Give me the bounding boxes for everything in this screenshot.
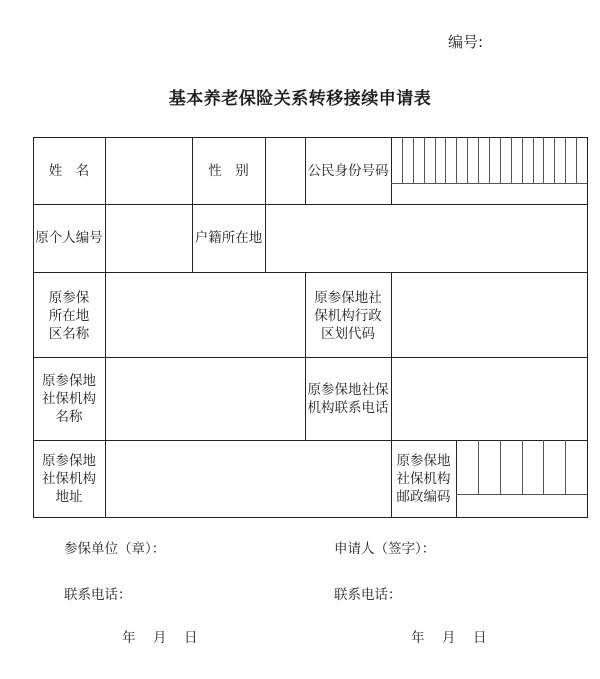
original-agency-phone-label: 原参保地社保 机构联系电话 [307,382,389,416]
digit-box-divider [543,440,544,494]
digit-box-divider [533,137,534,183]
date-right-label: 年 月 日 [411,630,489,646]
insured-unit-seal-label: 参保单位（章）： [64,541,166,557]
digit-box-divider [543,137,544,183]
digit-box-divider [522,440,523,494]
digit-box-divider [424,137,425,183]
original-agency-name-label: 原参保地 社保机构 名称 [42,373,96,425]
original-agency-postcode-label: 原参保地 社保机构 邮政编码 [396,453,451,505]
serial-number-label: 编号: [448,33,484,51]
gender-label: 性 别 [208,163,249,179]
date-left-label: 年 月 日 [122,630,200,646]
contact-phone-right-label: 联系电话： [334,587,402,603]
digit-box-divider [413,137,414,183]
form-title: 基本养老保险关系转移接续申请表 [168,89,432,109]
name-label: 姓 名 [48,163,90,179]
original-agency-address-label: 原参保地 社保机构 地址 [42,453,96,505]
original-personal-number-label: 原个人编号 [35,230,103,246]
digit-box-divider [500,137,501,183]
applicant-signature-label: 申请人（签字）： [334,541,436,557]
digit-box-divider [576,137,577,183]
digit-box-divider [500,440,501,494]
digit-box-divider [445,137,446,183]
digit-box-divider [522,137,523,183]
contact-phone-left-label: 联系电话： [64,587,132,603]
id-number-label: 公民身份号码 [307,163,389,179]
digit-box-divider [402,137,403,183]
digit-box-divider [565,137,566,183]
original-insured-area-label: 原参保 所在地 区名称 [48,290,90,342]
household-registration-label: 户籍所在地 [194,230,263,246]
digit-box-divider [565,440,566,494]
digit-box-divider [435,137,436,183]
digit-box-divider [478,440,479,494]
digit-box-divider [554,137,555,183]
digit-box-divider [511,137,512,183]
digit-box-divider [489,137,490,183]
original-agency-division-code-label: 原参保地社 保机构行政 区划代码 [314,290,382,342]
digit-box-divider [467,137,468,183]
digit-box-divider [478,137,479,183]
digit-box-divider [456,137,457,183]
